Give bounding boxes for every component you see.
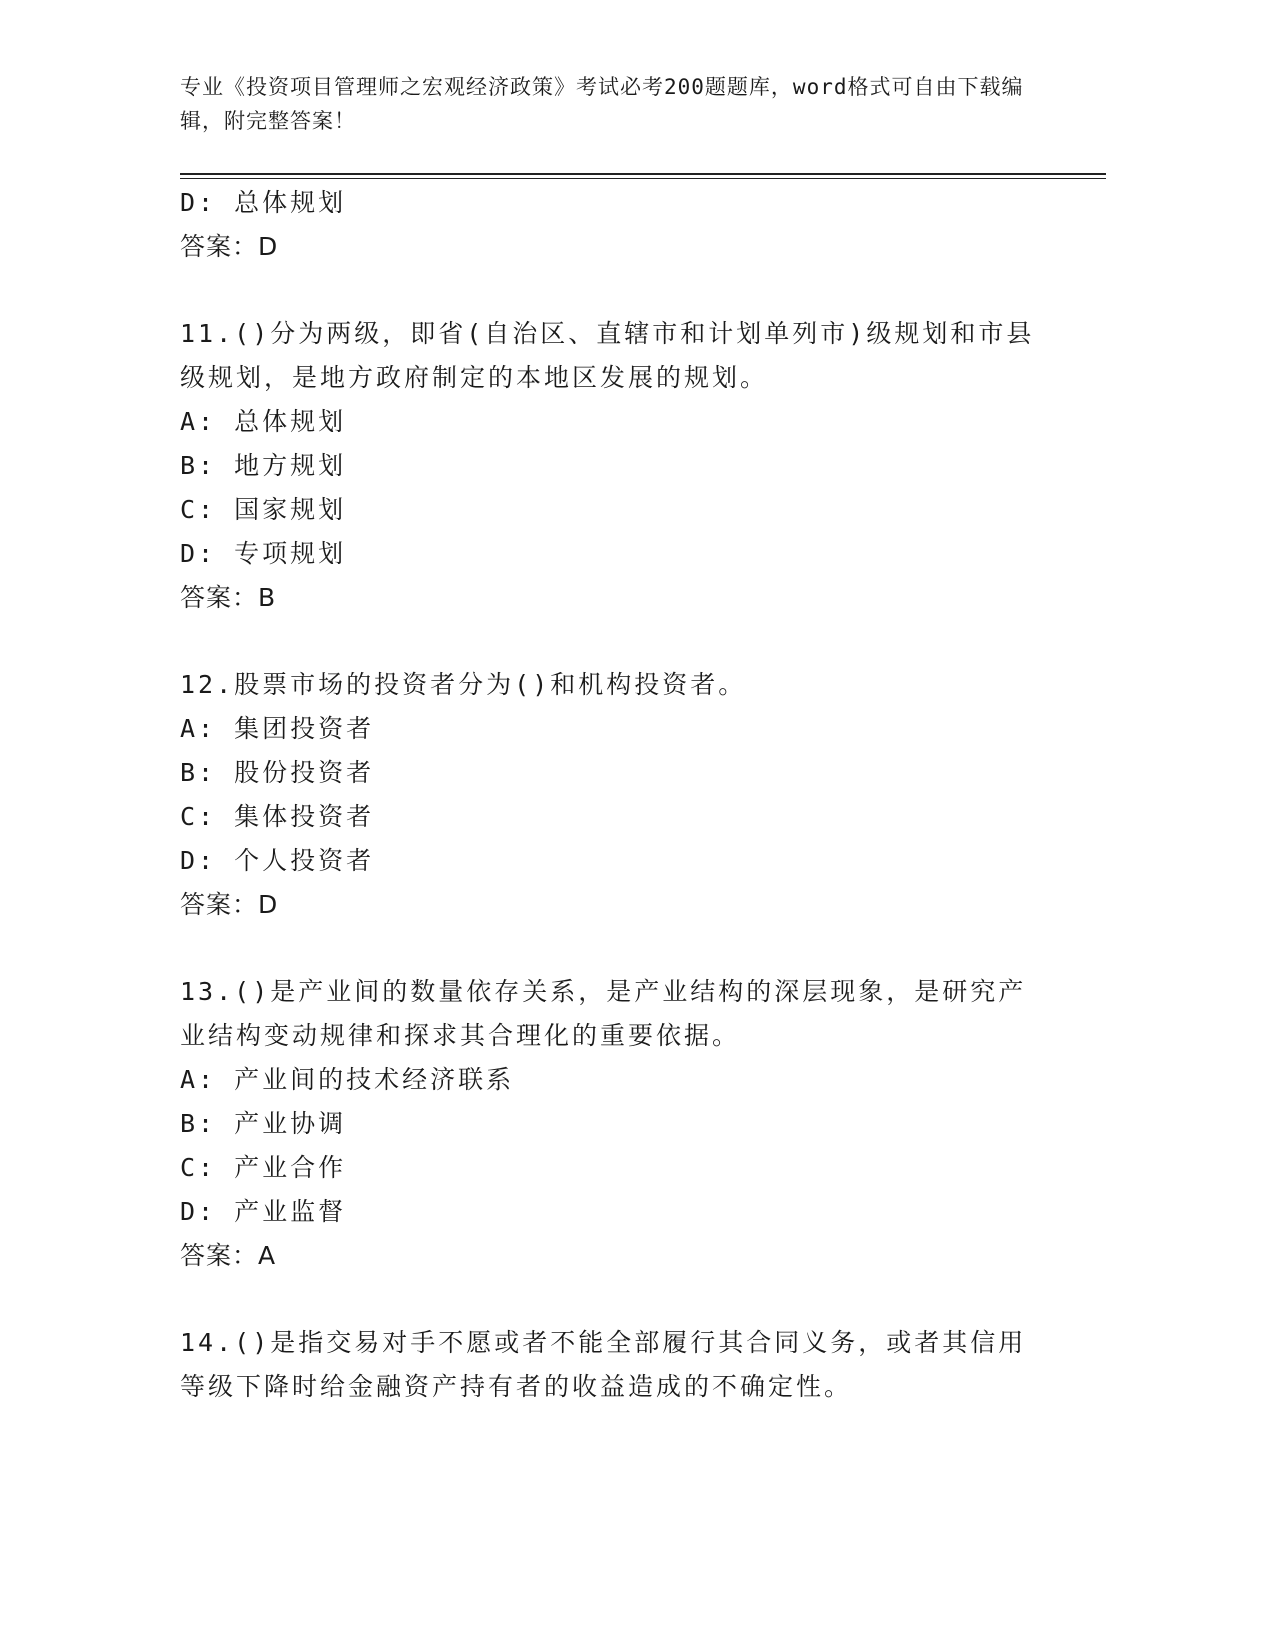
option-c: C: 产业合作 xyxy=(180,1153,347,1182)
option-b: B: 地方规划 xyxy=(180,451,347,480)
question-stem: 12.股票市场的投资者分为()和机构投资者。 xyxy=(180,670,747,699)
option-b: B: 产业协调 xyxy=(180,1109,347,1138)
option-d: D: 产业监督 xyxy=(180,1197,347,1226)
option-d: D: 总体规划 xyxy=(180,188,347,217)
answer-line: 答案：A xyxy=(180,1241,277,1270)
header-divider-thin xyxy=(180,178,1106,179)
option-a: A: 总体规划 xyxy=(180,407,347,436)
question-14 xyxy=(180,1321,1040,1409)
header-divider-thick xyxy=(180,173,1106,175)
option-c: C: 集体投资者 xyxy=(180,802,375,831)
option-a: A: 集团投资者 xyxy=(180,714,375,743)
option-d: D: 专项规划 xyxy=(180,539,347,568)
question-stem: 11.()分为两级，即省(自治区、直辖市和计划单列市)级规划和市县级规划，是地方政府制定的本地区发展的规划。 xyxy=(180,319,1035,392)
option-d: D: 个人投资者 xyxy=(180,846,375,875)
question-12 xyxy=(180,663,1040,927)
question-13 xyxy=(180,970,1040,1278)
question-stem: 13.()是产业间的数量依存关系，是产业结构的深层现象，是研究产业结构变动规律和探求其合理化的重要依据。 xyxy=(180,977,1027,1050)
option-c: C: 国家规划 xyxy=(180,495,347,524)
answer-line: 答案：D xyxy=(180,232,279,261)
question-list xyxy=(180,181,1040,1409)
option-a: A: 产业间的技术经济联系 xyxy=(180,1065,515,1094)
option-b: B: 股份投资者 xyxy=(180,758,375,787)
question-11 xyxy=(180,312,1040,620)
question-stem: 14.()是指交易对手不愿或者不能全部履行其合同义务，或者其信用等级下降时给金融资产持有者的收益造成的不确定性。 xyxy=(180,1328,1027,1401)
answer-line: 答案：B xyxy=(180,583,277,612)
previous-question-tail xyxy=(180,181,1040,269)
document-header: 专业《投资项目管理师之宏观经济政策》考试必考200题题库，word格式可自由下载编辑，附完整答案！ xyxy=(180,75,1024,133)
answer-line: 答案：D xyxy=(180,890,279,919)
